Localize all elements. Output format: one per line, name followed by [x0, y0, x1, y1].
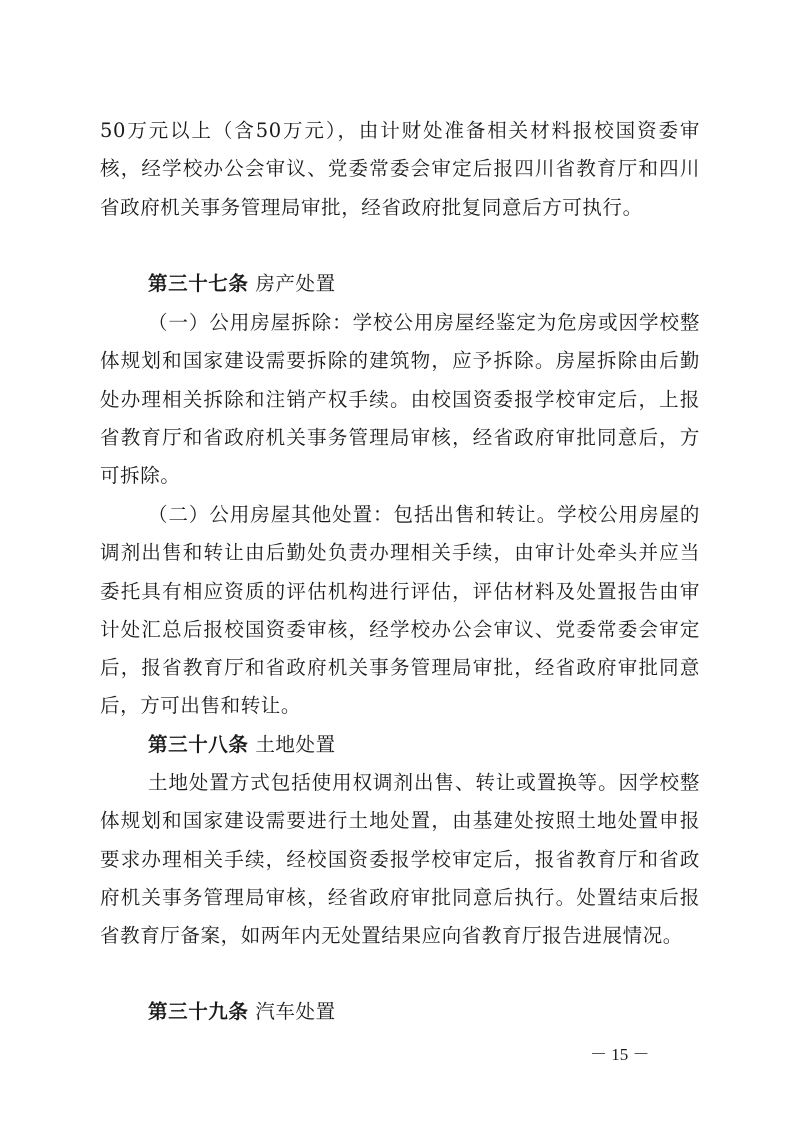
- article-37-heading: [100, 265, 700, 303]
- paragraph-house-demolition: （一）公用房屋拆除：学校公用房屋经鉴定为危房或因学校整体规划和国家建设需要拆除的建筑物，应予拆除。房屋拆除由后勤处办理相关拆除和注销产权手续。由校国资委报学校审定后，上报省教育厅和省政府机关事务管理局审核，经省政府审批同意后，方可拆除。: [100, 311, 700, 488]
- article-39-heading: [100, 993, 700, 1031]
- article-37-title: 房产处置: [255, 272, 336, 295]
- paragraph-continued: 50万元以上（含50万元），由计财处准备相关材料报校国资委审核，经学校办公会审议、党委常委会审定后报四川省教育厅和四川省政府机关事务管理局审批，经省政府批复同意后方可执行。: [100, 119, 700, 219]
- article-39-number: 第三十九条: [148, 1000, 249, 1023]
- article-37-number: 第三十七条: [148, 272, 249, 295]
- paragraph-land-disposal: 土地处置方式包括使用权调剂出售、转让或置换等。因学校整体规划和国家建设需要进行土地处置，由基建处按照土地处置申报要求办理相关手续，经校国资委报学校审定后，报省教育厅和省政府机关事务管理局审核，经省政府审批同意后执行。处置结束后报省教育厅备案，如两年内无处置结果应向省教育厅报告进展情况。: [100, 771, 700, 948]
- page-number: － 15 －: [590, 1045, 650, 1064]
- paragraph-house-other-disposal: （二）公用房屋其他处置：包括出售和转让。学校公用房屋的调剂出售和转让由后勤处负责办理相关手续，由审计处牵头并应当委托具有相应资质的评估机构进行评估，评估材料及处置报告由审计处汇总后报校国资委审核，经学校办公会审议、党委常委会审定后，报省教育厅和省政府机关事务管理局审批，经省政府审批同意后，方可出售和转让。: [100, 503, 700, 718]
- article-38-heading: [100, 726, 700, 764]
- article-39-title: 汽车处置: [255, 1000, 336, 1023]
- article-38-number: 第三十八条: [148, 733, 249, 756]
- article-38-title: 土地处置: [255, 733, 336, 756]
